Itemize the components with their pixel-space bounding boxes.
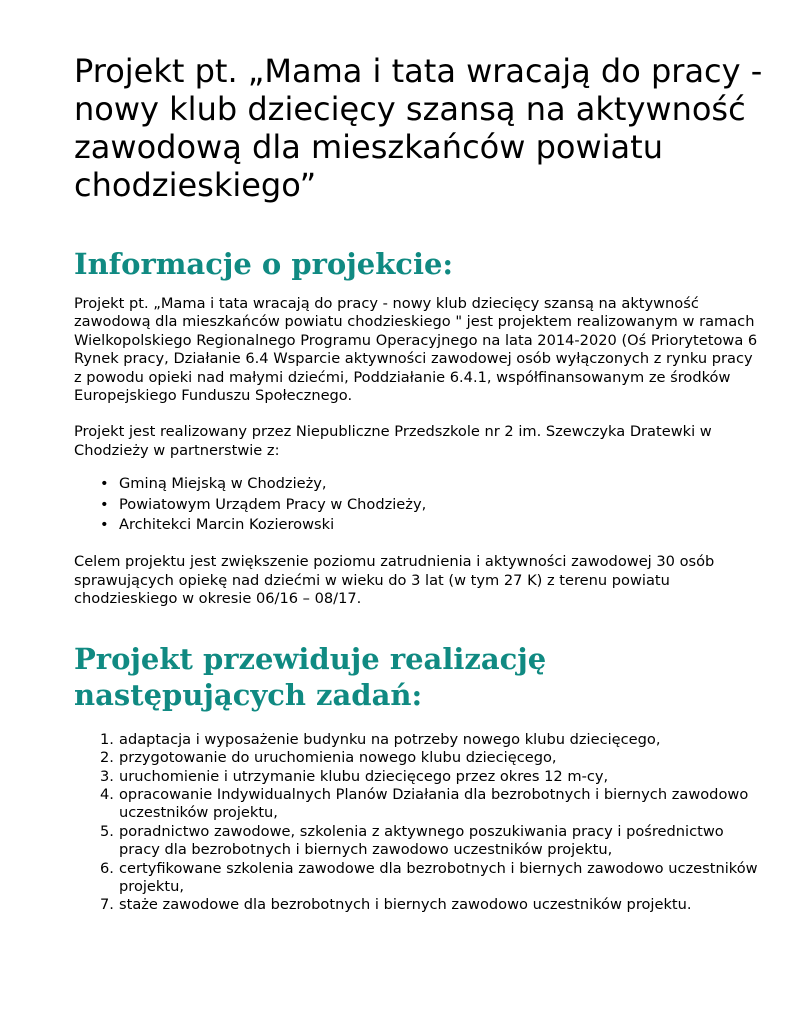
list-item: [74, 896, 764, 914]
list-number: 2.: [100, 749, 114, 767]
partners-list: [74, 474, 764, 535]
section-heading-tasks: Projekt przewiduje realizację następujących zadań:: [74, 641, 547, 712]
list-item: [74, 515, 764, 535]
bullet-icon: •: [100, 475, 109, 493]
list-item: [74, 749, 764, 767]
section-heading-info: Informacje o projekcie:: [74, 247, 454, 281]
list-item-text: Architekci Marcin Kozierowski: [119, 516, 335, 534]
tasks-list: [74, 731, 764, 915]
document-page: [74, 52, 764, 915]
list-item-text: certyfikowane szkolenia zawodowe dla bezrobotnych i biernych zawodowo uczestników projektu,: [119, 859, 758, 895]
list-number: 3.: [100, 767, 114, 785]
list-item: [74, 495, 764, 515]
paragraph-project-goal: Celem projektu jest zwiększenie poziomu zatrudnienia i aktywności zawodowej 30 osób sprawujących opiekę nad dziećmi w wieku do 3 lat (w tym 27 K) z terenu powiatu chodzieskiego w okresie 06/16 – 08/17.: [74, 553, 715, 608]
list-item: [74, 474, 764, 494]
list-item: [74, 731, 764, 749]
paragraph-project-info: Projekt pt. „Mama i tata wracają do pracy - nowy klub dziecięcy szansą na aktywność zawodową dla mieszkańców powiatu chodzieskiego " jest projektem realizowanym w ramach Wielkopolskiego Regionalnego Programu Operacyjnego na lata 2014-2020 (Oś Priorytetowa 6 Rynek pracy, Działanie 6.4 Wsparcie aktywności zawodowej osób wyłączonych z rynku pracy z powodu opieki nad małymi dziećmi, Poddziałanie 6.4.1, współfinansowanym ze środków Europejskiego Funduszu Społecznego.: [74, 295, 758, 405]
list-item-text: uruchomienie i utrzymanie klubu dziecięcego przez okres 12 m-cy,: [119, 767, 609, 785]
list-item-text: Powiatowym Urządem Pracy w Chodzieży,: [119, 495, 427, 513]
list-item-text: opracowanie Indywidualnych Planów Działania dla bezrobotnych i biernych zawodowo uczestników projektu,: [119, 785, 749, 822]
list-number: 7.: [100, 896, 114, 914]
list-item: [74, 860, 764, 897]
list-item-text: Gminą Miejską w Chodzieży,: [119, 475, 327, 493]
list-item: [74, 786, 764, 823]
list-number: 1.: [100, 730, 114, 748]
bullet-icon: •: [100, 495, 109, 513]
list-item: [74, 768, 764, 786]
list-item-text: staże zawodowe dla bezrobotnych i biernych zawodowo uczestników projektu.: [119, 896, 692, 914]
list-number: 4.: [100, 785, 114, 803]
list-item-text: poradnictwo zawodowe, szkolenia z aktywnego poszukiwania pracy i pośrednictwo pracy dla bezrobotnych i biernych zawodowo uczestników projektu,: [119, 822, 724, 859]
list-item-text: przygotowanie do uruchomienia nowego klubu dziecięcego,: [119, 749, 557, 767]
list-number: 6.: [100, 859, 114, 877]
bullet-icon: •: [100, 516, 109, 534]
list-item: [74, 823, 764, 860]
paragraph-partnership: Projekt jest realizowany przez Niepubliczne Przedszkole nr 2 im. Szewczyka Dratewki w Chodzieży w partnerstwie z:: [74, 423, 712, 459]
list-item-text: adaptacja i wyposażenie budynku na potrzeby nowego klubu dziecięcego,: [119, 730, 661, 748]
list-number: 5.: [100, 822, 114, 840]
document-title: Projekt pt. „Mama i tata wracają do pracy - nowy klub dziecięcy szansą na aktywność zawodową dla mieszkańców powiatu chodzieskiego”: [74, 52, 763, 204]
